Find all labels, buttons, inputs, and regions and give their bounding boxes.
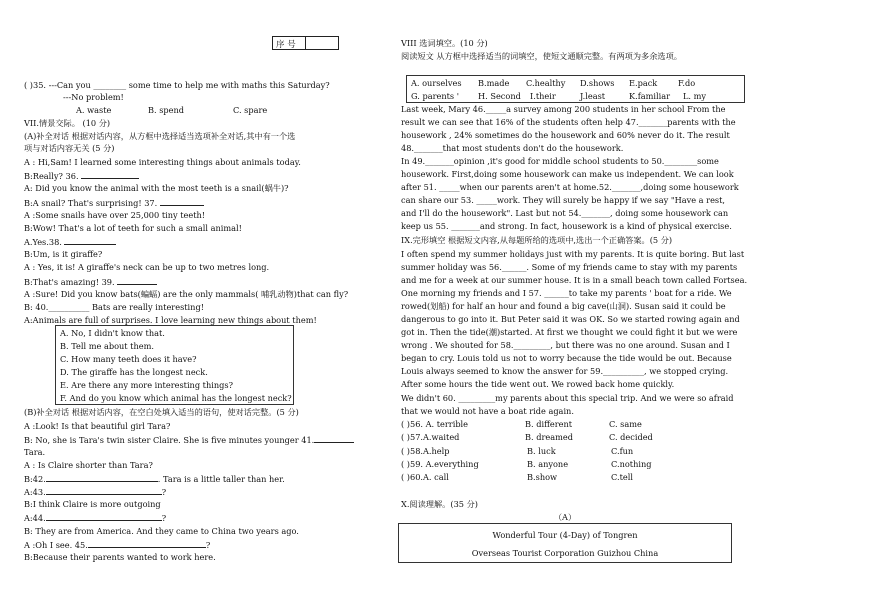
sequence-number-box <box>272 36 339 50</box>
section-7b-instruction: (B)补全对话 根据对话内容，在空白处填入适当的语句，使对话完整。(5 分) <box>24 407 299 417</box>
dialog-line: A.Yes.38. <box>24 236 116 247</box>
q35-reply: ---No problem! <box>63 92 124 102</box>
dialog-line: B:Really? 36. <box>24 170 139 181</box>
word-option: G. parents ' <box>411 91 459 101</box>
passage-8-line: keep us 55. _______and strong. In fact, housework is a kind of physical exercise. <box>401 221 732 231</box>
answer-blank-44[interactable] <box>46 512 162 521</box>
choice-a: A. No, I didn't know that. <box>60 328 165 338</box>
section-7a-instruction-1: (A)补全对话 根据对话内容，从方框中选择适当选项补全对话,其中有一个选 <box>24 131 296 141</box>
dialog-b-line: A : Is Claire shorter than Tara? <box>24 460 153 470</box>
tour-organizer: Overseas Tourist Corporation Guizhou China <box>471 548 659 558</box>
dialog-line: A : Hi,Sam! I learned some interesting things about animals today. <box>24 157 301 167</box>
passage-9-line: dangerous to go into it. But Peter said it was OK. So we started rowing again and <box>401 314 740 324</box>
passage-9-line: I often spend my summer holidays just with my parents. It is quite boring. But last <box>401 249 745 259</box>
q60-number: ( )60.A. call <box>401 472 449 482</box>
passage-9-line: began to cry. Louis told us not to worry because the tide would be out. Because <box>401 353 732 363</box>
choice-c: C. How many teeth does it have? <box>60 354 197 364</box>
section-8-instruction: 阅读短文 从方框中选择适当的词填空，使短文通顺完整。有两项为多余选项。 <box>401 51 682 61</box>
q58-option-b: B. luck <box>527 446 556 456</box>
choice-e: E. Are there any more interesting things? <box>60 380 233 390</box>
dialog-b-line: Tara. <box>24 447 46 457</box>
dialog-b-line: B:Because their parents wanted to work here. <box>24 552 216 562</box>
q35-option-b: B. spend <box>148 105 185 115</box>
q35-stem: ( )35. ---Can you ________ some time to help me with maths this Saturday? <box>24 80 330 90</box>
reading-part-a-label: （A） <box>553 512 577 522</box>
word-option: L. my <box>683 91 707 101</box>
q59-option-c: C.nothing <box>611 459 652 469</box>
dialog-line: A: Did you know the animal with the most teeth is a snail(蜗牛)? <box>24 183 289 193</box>
passage-8-line: can share our 53. _____work. They will surely be happy if we say "Have a rest, <box>401 195 726 205</box>
dialog-line: A :Sure! Did you know bats(蝙蝠) are the only mammals( 哺乳动物)that can fly? <box>24 289 349 299</box>
passage-8-line: result we can see that 16% of the students often help 47._______parents with the <box>401 117 736 127</box>
answer-blank-42[interactable] <box>46 473 158 482</box>
answer-blank-36[interactable] <box>81 170 139 179</box>
answer-blank-39[interactable] <box>117 276 157 285</box>
passage-8-line: Last week, Mary 46._____a survey among 200 students in her school From the <box>401 104 726 114</box>
q60-option-c: C.tell <box>611 472 633 482</box>
passage-8-line: after 51. _____when our parents aren't at home.52._______,doing some housework <box>401 182 739 192</box>
q59-number: ( )59. A.everything <box>401 459 479 469</box>
dialog-b-line: B:42. . Tara is a little taller than her. <box>24 474 285 484</box>
word-option: A. ourselves <box>411 78 462 88</box>
q56-option-b: B. different <box>525 419 573 429</box>
q59-option-b: B. anyone <box>527 459 569 469</box>
dialog-b-line: B:I think Claire is more outgoing <box>24 499 161 509</box>
dialog-b-line: B: No, she is Tara's twin sister Claire. She is five minutes younger 41. <box>24 434 354 445</box>
word-option: K.familiar <box>629 91 671 101</box>
answer-blank-41[interactable] <box>314 434 354 443</box>
passage-8-line: 48._______that most students don't do the housework. <box>401 143 624 153</box>
answer-blank-38[interactable] <box>64 236 116 245</box>
passage-9-line: that we would not have a boat ride again. <box>401 406 574 416</box>
passage-8-line: In 49._______opinion ,it's good for middle school students to 50.________some <box>401 156 719 166</box>
q58-number: ( )58.A.help <box>401 446 450 456</box>
passage-9-line: We didn't 60. _________my parents about this special trip. And we were so afraid <box>401 393 734 403</box>
q60-option-b: B.show <box>527 472 558 482</box>
choice-d: D. The giraffe has the longest neck. <box>60 367 208 377</box>
sequence-divider <box>305 37 306 49</box>
passage-9-line: One morning my friends and I 57. ______to take my parents ' boat for a ride. We <box>401 288 732 298</box>
q56-number: ( )56. A. terrible <box>401 419 469 429</box>
dialog-line: B:Wow! That's a lot of teeth for such a small animal! <box>24 223 242 233</box>
q35-option-a: A. waste <box>76 105 112 115</box>
dialog-b-line: B: They are from America. And they came to China two years ago. <box>24 526 299 536</box>
sequence-label: 序 号 <box>276 40 296 50</box>
dialog-line: A :Some snails have over 25,000 tiny teeth! <box>24 210 206 220</box>
dialog-line: B:A snail? That's surprising! 37. <box>24 197 204 208</box>
dialog-b-line: A :Oh I see. 45. ? <box>24 540 211 550</box>
q57-option-b: B. dreamed <box>525 432 573 442</box>
word-option: I.their <box>530 91 556 101</box>
section-9-title: IX.完形填空 根据短文内容,从每题所给的选项中,选出一个正确答案。(5 分) <box>401 235 673 245</box>
passage-9-line: wrong . We shouted for 58._________, but there was no one around. Susan and I <box>401 340 730 350</box>
section-10-title: X.阅读理解。(35 分) <box>401 499 478 509</box>
word-option: H. Second <box>478 91 521 101</box>
dialog-line: B: 40.__________ Bats are really interesting! <box>24 302 204 312</box>
dialog-b-line: A :Look! Is that beautiful girl Tara? <box>24 421 171 431</box>
dialog-line: B:Um, is it giraffe? <box>24 249 103 259</box>
q57-number: ( )57.A.waited <box>401 432 460 442</box>
passage-8-line: housework , 24% sometimes do the housework and 60% never do it. The result <box>401 130 730 140</box>
word-option: J.least <box>580 91 606 101</box>
word-option: B.made <box>478 78 510 88</box>
passage-9-line: and me for a week at our summer house. It is in a small beach town called Fortsea. <box>401 275 748 285</box>
tour-title: Wonderful Tour (4-Day) of Tongren <box>492 530 638 540</box>
answer-blank-45[interactable] <box>88 539 206 548</box>
choice-f: F. And do you know which animal has the longest neck? <box>60 393 292 403</box>
dialog-line: B:That's amazing! 39. <box>24 276 157 287</box>
q56-option-c: C. same <box>609 419 642 429</box>
dialog-b-line: A:43. ? <box>24 487 167 497</box>
dialog-b-line: A:44. ? <box>24 513 167 523</box>
passage-9-line: rowed(划船) for half an hour and found a big cave(山洞). Susan said it could be <box>401 301 726 311</box>
section-7-title: VII.情景交际。 (10 分) <box>24 118 111 128</box>
passage-9-line: got in. Then the tide(潮)started. At first we thought we could fight it but we were <box>401 327 738 337</box>
q58-option-c: C.fun <box>611 446 634 456</box>
choice-b: B. Tell me about them. <box>60 341 154 351</box>
word-option: D.shows <box>580 78 615 88</box>
passage-9-line: Louis always seemed to know the answer for 59.__________, we stopped crying. <box>401 366 729 376</box>
passage-9-line: After some hours the tide went out. We rowed back home quickly. <box>401 379 675 389</box>
word-option: F.do <box>678 78 696 88</box>
answer-blank-43[interactable] <box>46 486 162 495</box>
section-8-title: VIII 选词填空。(10 分) <box>401 38 488 48</box>
passage-9-line: summer holiday was 56.______. Some of my friends came to stay with my parents <box>401 262 738 272</box>
dialog-line: A : Yes, it is! A giraffe's neck can be up to two metres long. <box>24 262 270 272</box>
passage-8-line: and I'll do the housework". Last but not 54._______, doing some housework can <box>401 208 729 218</box>
word-option: E.pack <box>629 78 658 88</box>
passage-8-line: housework. First,doing some housework can make us independent. We can look <box>401 169 734 179</box>
dialog-line: A:Animals are full of surprises. I love learning new things about them! <box>24 315 317 325</box>
q57-option-c: C. decided <box>609 432 653 442</box>
section-7a-instruction-2: 项与对话内容无关 (5 分) <box>24 143 115 153</box>
word-option: C.healthy <box>526 78 566 88</box>
q35-option-c: C. spare <box>233 105 268 115</box>
answer-blank-37[interactable] <box>160 197 204 206</box>
